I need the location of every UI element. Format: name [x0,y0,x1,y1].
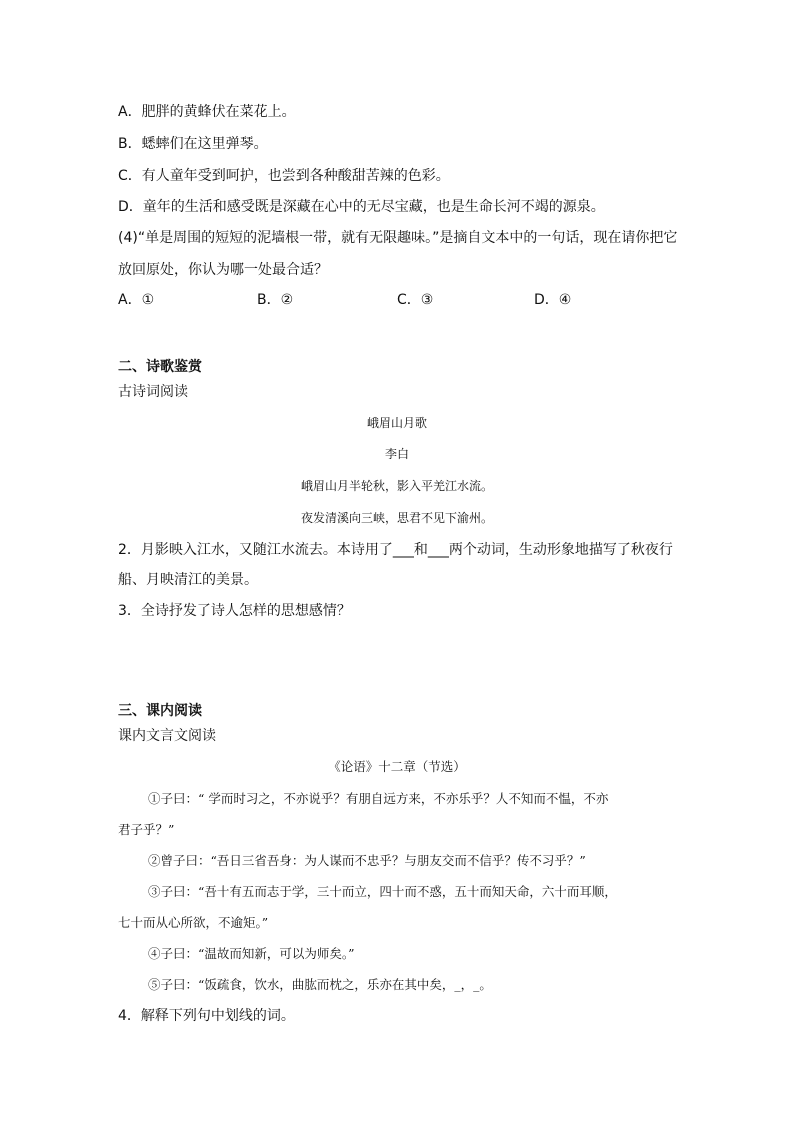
option-d: D．童年的生活和感受既是深藏在心中的无尽宝藏，也是生命长河不竭的源泉。 [118,199,605,215]
question-2-part3: 两个动词，生动形象地描写了秋夜行 [448,542,673,558]
section-2-heading: 二、诗歌鉴赏 [118,359,202,375]
section-3-subheading: 课内文言文阅读 [118,728,216,744]
passage-5: ⑤子曰：“饭疏食，饮水，曲肱而枕之，乐亦在其中矣，_，_。 [148,977,492,992]
passage-1-line2: 君子乎？” [118,822,175,837]
question-2-part2: 和 [413,542,428,558]
poem-author: 李白 [384,447,409,461]
poem-line-1: 峨眉山月半轮秋，影入平羌江水流。 [300,479,493,493]
answer-blank-1: ___ [392,542,414,558]
question-1-4-line1: (4)“单是周围的短短的泥墙根一带，就有无限趣味。”是摘自文本中的一句话，现在请你把它 [118,230,678,246]
choice-d: D．④ [534,292,572,308]
option-c: C．有人童年受到呵护，也尝到各种酸甜苦辣的色彩。 [118,168,450,184]
choice-a: A．① [118,292,155,308]
option-a: A．肥胖的黄蜂伏在菜花上。 [118,104,296,120]
passage-4: ④子曰：“温故而知新，可以为师矣。” [148,946,355,961]
passage-3-line1: ③子曰：“吾十有五而志于学，三十而立，四十而不惑，五十而知天命，六十而耳顺， [148,884,617,899]
question-3: 3．全诗抒发了诗人怎样的思想感情？ [118,603,351,619]
passage-2: ②曾子曰：“吾日三省吾身：为人谋而不忠乎？与朋友交而不信乎？传不习乎？” [148,853,586,868]
question-1-4-line2: 放回原处，你认为哪一处最合适？ [118,262,328,278]
section-3-heading: 三、课内阅读 [118,703,202,719]
passage-3-line2: 七十而从心所欲，不逾矩。” [118,915,269,930]
choice-b: B．② [257,292,294,308]
question-4: 4．解释下列句中划线的词。 [118,1008,295,1024]
poem-title: 峨眉山月歌 [366,416,427,430]
poem-line-2: 夜发清溪向三峡，思君不见下渝州。 [300,511,493,525]
option-b: B．蟋蟀们在这里弹琴。 [118,136,268,152]
question-2-line2: 船、月映清江的美景。 [118,572,258,588]
question-2-part1: 2．月影映入江水，又随江水流去。本诗用了 [118,542,393,558]
section-2-subheading: 古诗词阅读 [118,384,188,400]
choice-c: C．③ [397,292,434,308]
answer-blank-2: ___ [427,542,449,558]
passage-1-line1: ①子曰：“ 学而时习之，不亦说乎？有朋自远方来，不亦乐乎？人不知而不愠，不亦 [148,791,609,806]
text-title: 《论语》十二章（节选） [328,759,466,774]
question-2-line1 [118,540,673,560]
